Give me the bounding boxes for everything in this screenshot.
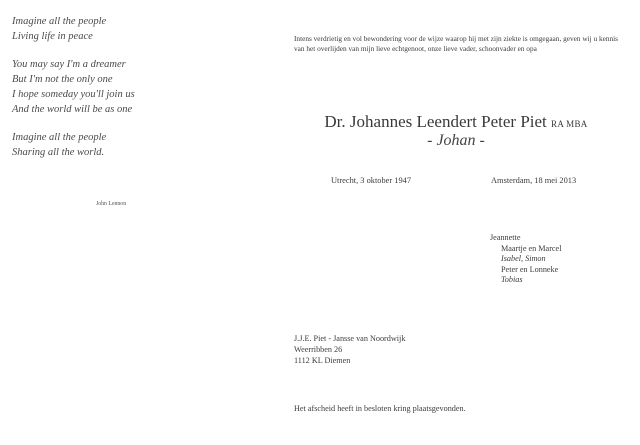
farewell-note: Het afscheid heeft in besloten kring plaatsgevonden. — [294, 404, 466, 413]
deceased-full-name: Dr. Johannes Leendert Peter Piet — [324, 112, 547, 131]
family-list — [490, 233, 561, 286]
poem-line: Sharing all the world. — [12, 147, 105, 158]
birth-place-date: Utrecht, 3 oktober 1947 — [331, 176, 412, 185]
poem-line: Imagine all the people — [12, 16, 107, 27]
address-line: J.J.E. Piet - Jansse van Noordwijk — [294, 334, 406, 343]
deceased-name — [296, 112, 616, 132]
poem-stanza-2 — [12, 57, 172, 117]
poem-line: But I'm not the only one — [12, 74, 113, 85]
address-line: 1112 KL Diemen — [294, 355, 351, 365]
family-member: Tobias — [501, 275, 523, 285]
family-member: Peter en Lonneke — [501, 264, 559, 274]
poem-line: Imagine all the people — [12, 132, 107, 143]
family-member: Maartje en Marcel — [501, 243, 562, 253]
intro-text: Intens verdrietig en vol bewondering voor de wijze waarop hij met zijn ziekte is omgegaan, geven wij u kennis van het overlijden van mijn lieve echtgenoot, onze lieve vader, schoonvader en opa — [294, 34, 619, 54]
poem-line: And the world will be as one — [12, 104, 133, 115]
death-place-date: Amsterdam, 18 mei 2013 — [491, 176, 577, 185]
poem-author: John Lennon — [96, 201, 127, 207]
deceased-nickname: - Johan - — [427, 132, 485, 149]
family-spouse: Jeannette — [490, 233, 521, 242]
address-line: Weerribben 26 — [294, 344, 343, 354]
family-member: Isabel, Simon — [501, 254, 546, 264]
poem-line: I hope someday you'll join us — [12, 89, 135, 100]
deceased-title-suffix: RA MBA — [551, 119, 588, 129]
correspondence-address — [294, 334, 405, 366]
poem-line: You may say I'm a dreamer — [12, 59, 126, 70]
poem-line: Living life in peace — [12, 31, 93, 42]
poem — [12, 14, 172, 173]
poem-stanza-1 — [12, 14, 172, 44]
poem-stanza-3 — [12, 130, 172, 160]
